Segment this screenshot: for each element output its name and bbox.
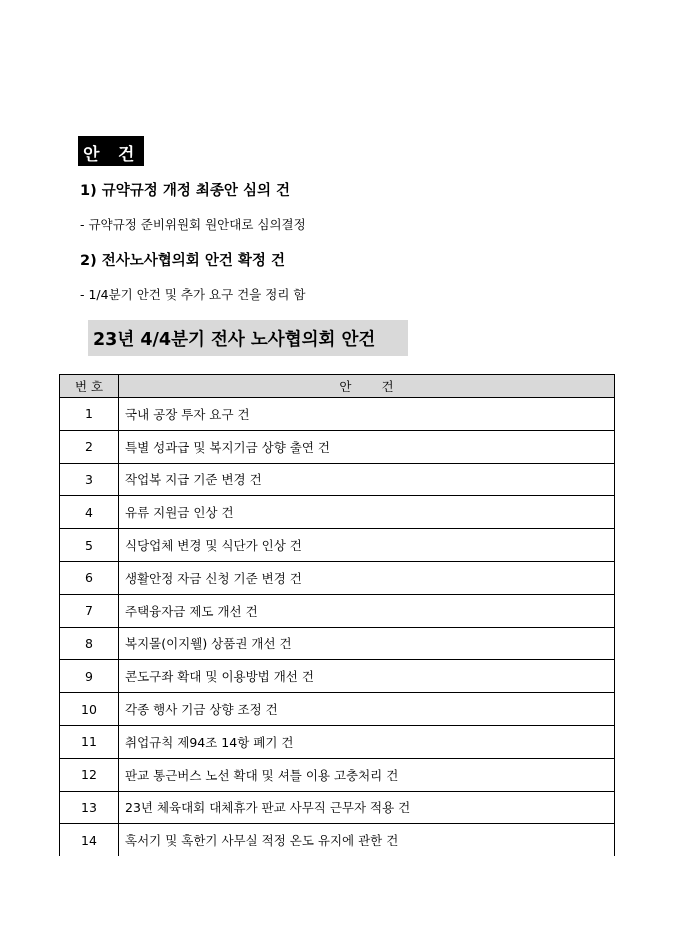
row-number: 8 <box>60 627 119 660</box>
row-number: 9 <box>60 660 119 693</box>
row-number: 5 <box>60 529 119 562</box>
table-row <box>60 791 615 824</box>
row-agenda-text: 주택융자금 제도 개선 건 <box>119 594 615 627</box>
table-title-text: 23년 4/4분기 전사 노사협의회 안건 <box>93 329 376 350</box>
item-1-description: - 규약규정 준비위원회 원안대로 심의결정 <box>80 217 306 232</box>
row-agenda-text: 혹서기 및 혹한기 사무실 적정 온도 유지에 관한 건 <box>119 824 615 856</box>
table-row <box>60 693 615 726</box>
row-number: 11 <box>60 725 119 758</box>
item-2-description: - 1/4분기 안건 및 추가 요구 건을 정리 함 <box>80 287 306 302</box>
row-number: 12 <box>60 758 119 791</box>
table-row <box>60 824 615 856</box>
header-agenda-char-1: 안 <box>339 379 352 394</box>
header-number: 번 호 <box>60 375 119 398</box>
table-row <box>60 725 615 758</box>
table-header-row <box>60 375 615 398</box>
table-row <box>60 496 615 529</box>
table-row <box>60 430 615 463</box>
table-body <box>60 398 615 857</box>
row-agenda-text: 취업규칙 제94조 14항 폐기 건 <box>119 725 615 758</box>
table-row <box>60 398 615 431</box>
table-title <box>88 320 408 356</box>
item-1-title: 1) 규약규정 개정 최종안 심의 건 <box>80 183 291 199</box>
row-number: 1 <box>60 398 119 431</box>
row-number: 6 <box>60 561 119 594</box>
table-row <box>60 529 615 562</box>
row-agenda-text: 콘도구좌 확대 및 이용방법 개선 건 <box>119 660 615 693</box>
row-number: 13 <box>60 791 119 824</box>
row-number: 10 <box>60 693 119 726</box>
table-row <box>60 463 615 496</box>
section-heading <box>78 136 144 166</box>
table-row <box>60 594 615 627</box>
row-agenda-text: 유류 지원금 인상 건 <box>119 496 615 529</box>
row-number: 3 <box>60 463 119 496</box>
row-agenda-text: 국내 공장 투자 요구 건 <box>119 398 615 431</box>
agenda-table <box>59 374 615 856</box>
section-heading-char-1: 안 <box>83 145 100 165</box>
header-agenda-char-2: 건 <box>381 379 394 394</box>
row-agenda-text: 23년 체육대회 대체휴가 판교 사무직 근무자 적용 건 <box>119 791 615 824</box>
row-agenda-text: 각종 행사 기금 상향 조정 건 <box>119 693 615 726</box>
table-row <box>60 758 615 791</box>
row-agenda-text: 판교 통근버스 노선 확대 및 셔틀 이용 고충처리 건 <box>119 758 615 791</box>
row-agenda-text: 생활안정 자금 신청 기준 변경 건 <box>119 561 615 594</box>
row-agenda-text: 식당업체 변경 및 식단가 인상 건 <box>119 529 615 562</box>
item-2-title: 2) 전사노사협의회 안건 확정 건 <box>80 253 285 269</box>
row-agenda-text: 작업복 지급 기준 변경 건 <box>119 463 615 496</box>
row-number: 14 <box>60 824 119 856</box>
row-number: 2 <box>60 430 119 463</box>
row-agenda-text: 특별 성과급 및 복지기금 상향 출연 건 <box>119 430 615 463</box>
header-agenda <box>119 375 615 398</box>
row-agenda-text: 복지몰(이지웰) 상품권 개선 건 <box>119 627 615 660</box>
table-row <box>60 561 615 594</box>
section-heading-char-2: 건 <box>118 145 135 165</box>
row-number: 4 <box>60 496 119 529</box>
table-row <box>60 660 615 693</box>
row-number: 7 <box>60 594 119 627</box>
table-row <box>60 627 615 660</box>
